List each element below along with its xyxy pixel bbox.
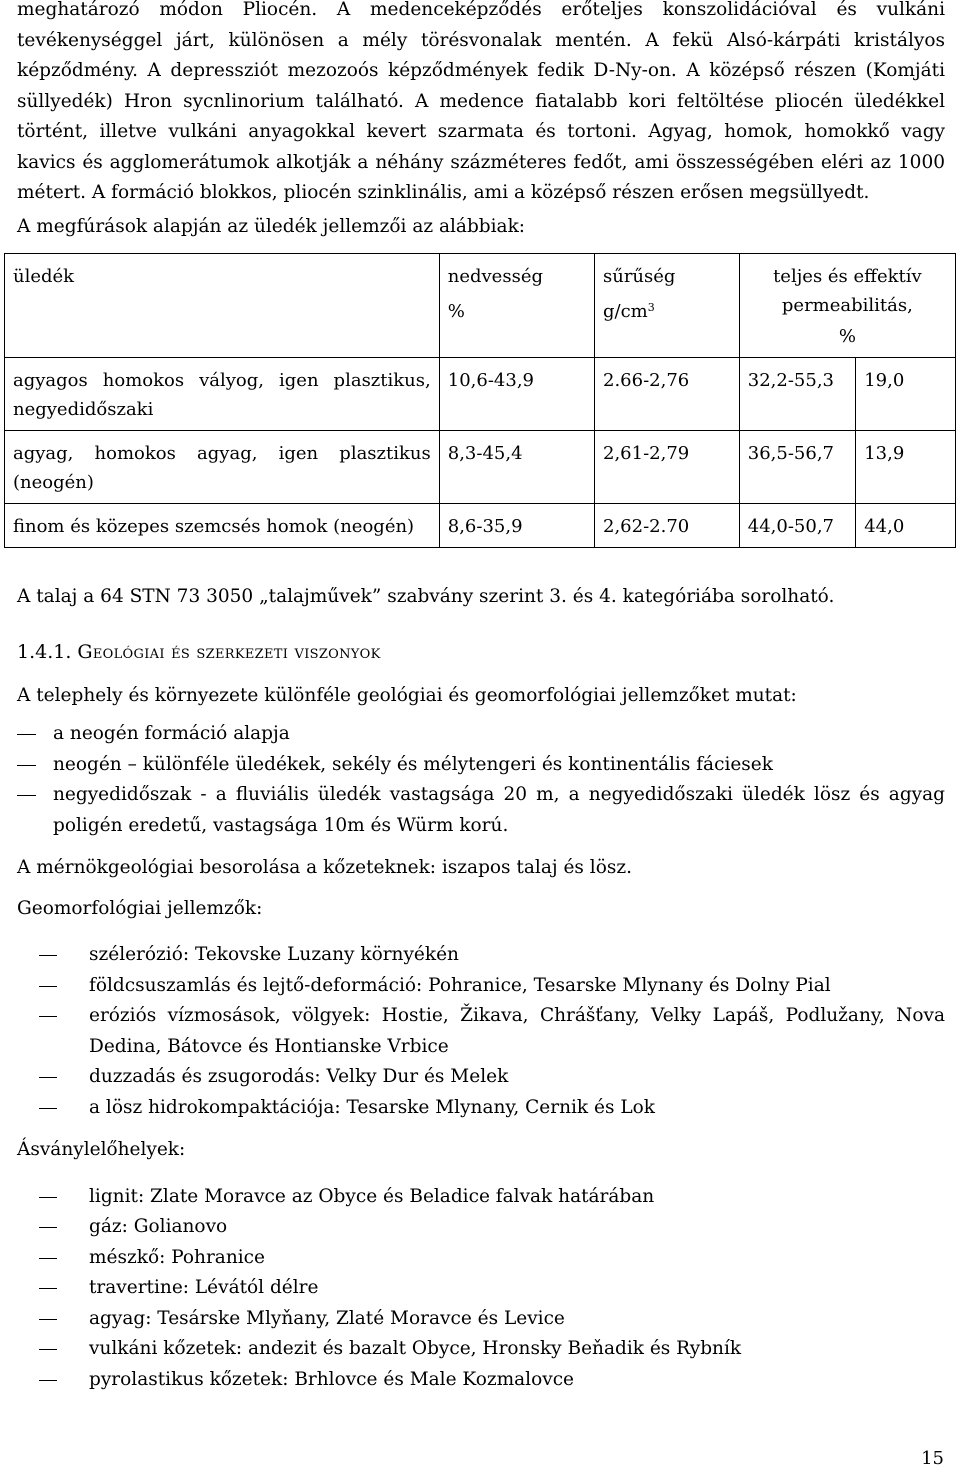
list-item (17, 1182, 945, 1213)
list-item-text: pyrolastikus kőzetek: Brhlovce és Male Kozmalovce (89, 1368, 575, 1390)
geomorph-title: Geomorfológiai jellemzők: (17, 897, 263, 919)
row-perm-effective: 44,0 (856, 504, 956, 548)
row-sediment-name: finom és közepes szemcsés homok (neogén) (5, 504, 440, 548)
header-sediment (5, 254, 440, 358)
row-moisture: 8,3-45,4 (439, 431, 594, 504)
density-unit-sup: 3 (647, 301, 655, 314)
header-permeability (739, 254, 955, 358)
list-item-text: eróziós vízmosások, völgyek: Hostie, Žikava, Chrášťany, Velky Lapáš, Podlužany, Nova Dedina, Bátovce és Hontianske Vrbice (89, 1005, 945, 1057)
header-moisture (439, 254, 594, 358)
list-item (17, 1243, 945, 1274)
sediment-properties-table (4, 253, 956, 548)
site-intro-text: A telephely és környezete különféle geológiai és geomorfológiai jellemzőket mutat: (17, 684, 797, 706)
intro-paragraph: meghatározó módon Pliocén. A medenceképződés erőteljes konszolidációval és vulkáni tevékenységgel járt, különösen a mély törésvonalak mentén. A fekü Alsó-kárpáti kristályos képződmény. A depressziót mezozoós képződmények fedik D-Ny-on. A középső részen (Komjáti süllyedék) Hron sycnlinorium található. A medence fiatalabb kori feltöltése pliocén üledékkel történt, illetve vulkáni anyagokkal kevert szarmata és tortoni. Agyag, homok, homokkő vagy kavics és agglomerátumok alkotják a néhány százméteres fedőt, ami összességében eléri az 1000 métert. A formáció blokkos, pliocén szinklinális, ami a középső részen erősen megsüllyedt. (17, 0, 945, 203)
list-item (17, 1273, 945, 1304)
mineral-list (17, 1182, 945, 1396)
header-moisture-label: nedvesség (447, 266, 543, 287)
list-item (17, 780, 945, 841)
header-perm-unit: % (838, 326, 856, 347)
row-density: 2.66-2,76 (595, 358, 740, 431)
table-row (5, 358, 956, 431)
list-item-text: szélerózió: Tekovske Luzany környékén (89, 944, 459, 965)
section-number: 1.4.1. (17, 640, 72, 663)
list-item (17, 1365, 945, 1396)
row-density: 2,62-2.70 (595, 504, 740, 548)
list-item (17, 1304, 945, 1335)
table-row (5, 504, 956, 548)
header-perm-label: teljes és effektív permeabilitás, (773, 266, 922, 316)
header-density-unit (603, 297, 731, 326)
row-sediment-name: agyag, homokos agyag, igen plasztikus (neogén) (5, 431, 440, 504)
row-perm-effective: 19,0 (856, 358, 956, 431)
list-item-text: neogén – különféle üledékek, sekély és mélytengeri és kontinentális fáciesek (53, 753, 773, 775)
engineering-text: A mérnökgeológiai besorolása a kőzeteknek: iszapos talaj és lösz. (17, 857, 632, 878)
list-item (17, 1062, 945, 1093)
list-item (17, 719, 945, 750)
row-moisture: 10,6-43,9 (439, 358, 594, 431)
list-item (17, 1334, 945, 1365)
list-item-text: a neogén formáció alapja (53, 723, 290, 744)
table-row (5, 431, 956, 504)
soil-category-text: A talaj a 64 STN 73 3050 „talajművek” szabvány szerint 3. és 4. kategóriába sorolható. (17, 586, 835, 607)
header-density-label: sűrűség (603, 266, 676, 287)
list-item-text: vulkáni kőzetek: andezit és bazalt Obyce, Hronsky Beňadik és Rybník (89, 1338, 742, 1359)
table-header-row (5, 254, 956, 358)
list-item-text: földcsuszamlás és lejtő-deformáció: Pohranice, Tesarske Mlynany és Dolny Pial (89, 974, 831, 996)
list-item (17, 971, 945, 1002)
header-sediment-label: üledék (13, 266, 75, 287)
list-item-text: agyag: Tesárske Mlyňany, Zlaté Moravce és Levice (89, 1307, 565, 1329)
list-item (17, 940, 945, 971)
mineral-title: Ásványlelőhelyek: (17, 1139, 186, 1160)
list-item-text: lignit: Zlate Moravce az Obyce és Beladice falvak határában (89, 1185, 655, 1207)
header-density (595, 254, 740, 358)
list-item (17, 1093, 945, 1124)
list-item-text: negyedidőszak - a fluviális üledék vastagsága 20 m, a negyedidőszaki üledék lösz és agyag poligén eredetű, vastagsága 10m és Würm korú. (53, 784, 945, 836)
section-heading (17, 637, 945, 667)
row-perm-total: 44,0-50,7 (739, 504, 855, 548)
row-moisture: 8,6-35,9 (439, 504, 594, 548)
section-title: Geológiai és szerkezeti viszonyok (77, 640, 381, 663)
list-item (17, 1212, 945, 1243)
list-item-text: travertine: Lévától délre (89, 1277, 319, 1298)
table-lead-text: A megfúrások alapján az üledék jellemzői az alábbiak: (17, 215, 526, 237)
list-item (17, 1001, 945, 1062)
row-perm-effective: 13,9 (856, 431, 956, 504)
row-perm-total: 36,5-56,7 (739, 431, 855, 504)
list-item-text: a lösz hidrokompaktációja: Tesarske Mlynany, Cernik és Lok (89, 1096, 655, 1118)
row-sediment-name: agyagos homokos vályog, igen plasztikus, negyedidőszaki (5, 358, 440, 431)
list-item-text: mészkő: Pohranice (89, 1246, 265, 1268)
document-body (17, 582, 945, 1395)
document-page (17, 0, 945, 242)
density-unit-text: g/cm (603, 301, 648, 322)
page-number: 15 (921, 1448, 944, 1469)
row-perm-total: 32,2-55,3 (739, 358, 855, 431)
geomorph-list (17, 940, 945, 1123)
list-item (17, 750, 945, 781)
list-item-text: gáz: Golianovo (89, 1216, 228, 1237)
row-density: 2,61-2,79 (595, 431, 740, 504)
list-item-text: duzzadás és zsugorodás: Velky Dur és Melek (89, 1066, 509, 1087)
header-moisture-unit: % (447, 301, 465, 322)
geology-list (17, 719, 945, 841)
